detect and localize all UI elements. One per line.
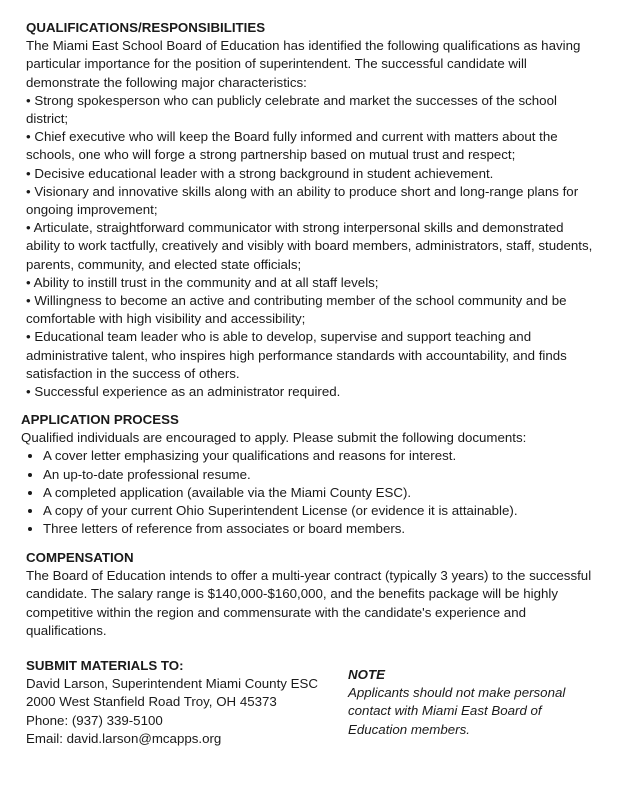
list-item: • Successful experience as an administrator required. bbox=[26, 384, 341, 400]
list-item: • A copy of your current Ohio Superintendent License (or evidence it is attainable). bbox=[43, 502, 601, 520]
note-text: Applicants should not make personal contact with Miami East Board of Education members. bbox=[348, 685, 566, 737]
list-item: • Strong spokesperson who can publicly celebrate and market the successes of the school district; bbox=[26, 92, 557, 127]
qualifications-intro: The Miami East School Board of Education has identified the following qualifications as having particular importance for the position of superintendent. The successful candidate will demonstrate the following major characteristics: bbox=[26, 38, 581, 90]
compensation-heading: COMPENSATION bbox=[26, 550, 134, 565]
qualifications-list bbox=[26, 92, 601, 401]
submit-section bbox=[26, 657, 346, 748]
application-intro: Qualified individuals are encouraged to apply. Please submit the following documents: bbox=[21, 430, 527, 446]
application-heading: APPLICATION PROCESS bbox=[21, 412, 179, 427]
list-item: • Chief executive who will keep the Board fully informed and current with matters about the schools, one who will forge a strong partnership based on mutual trust and respect; bbox=[26, 129, 558, 163]
list-item: • Decisive educational leader with a strong background in student achievement. bbox=[26, 165, 494, 181]
list-item: • A cover letter emphasizing your qualifications and reasons for interest. bbox=[43, 447, 601, 465]
application-section bbox=[21, 411, 601, 538]
list-item: • An up-to-date professional resume. bbox=[43, 466, 601, 484]
compensation-text: The Board of Education intends to offer a multi-year contract (typically 3 years) to the successful candidate. The salary range is $140,000-$160,000, and the benefits package will be highly competitive within the region and commensurate with the candidate's experience and qualifications. bbox=[26, 568, 592, 638]
contact-address: 2000 West Stanfield Road Troy, OH 45373 bbox=[26, 694, 277, 710]
contact-email: Email: david.larson@mcapps.org bbox=[26, 730, 222, 746]
documents-list bbox=[21, 447, 601, 538]
note-heading: NOTE bbox=[348, 667, 385, 682]
list-item: • Articulate, straightforward communicator with strong interpersonal skills and demonstrated ability to work tactfully, creatively and visibly with board members, administrators, staff, students, parents, community, and elected state officials; bbox=[26, 220, 593, 272]
submit-heading: SUBMIT MATERIALS TO: bbox=[26, 658, 184, 673]
compensation-section bbox=[26, 549, 601, 640]
list-item: • Ability to instill trust in the community and at all staff levels; bbox=[26, 274, 379, 290]
contact-name: David Larson, Superintendent Miami County ESC bbox=[26, 676, 318, 692]
note-section bbox=[348, 666, 598, 739]
list-item: • A completed application (available via the Miami County ESC). bbox=[43, 484, 601, 502]
qualifications-section bbox=[26, 19, 601, 401]
qualifications-heading: QUALIFICATIONS/RESPONSIBILITIES bbox=[26, 20, 266, 35]
list-item: • Visionary and innovative skills along with an ability to produce short and long-range plans for ongoing improvement; bbox=[26, 183, 579, 218]
list-item: • Three letters of reference from associates or board members. bbox=[43, 520, 601, 538]
contact-phone: Phone: (937) 339-5100 bbox=[26, 712, 163, 728]
list-item: • Educational team leader who is able to develop, supervise and support teaching and administrative talent, who inspires high performance standards with accountability, and finds satisfaction in the success of others. bbox=[26, 329, 567, 381]
list-item: • Willingness to become an active and contributing member of the school community and be comfortable with high visibility and accessibility; bbox=[26, 293, 567, 327]
